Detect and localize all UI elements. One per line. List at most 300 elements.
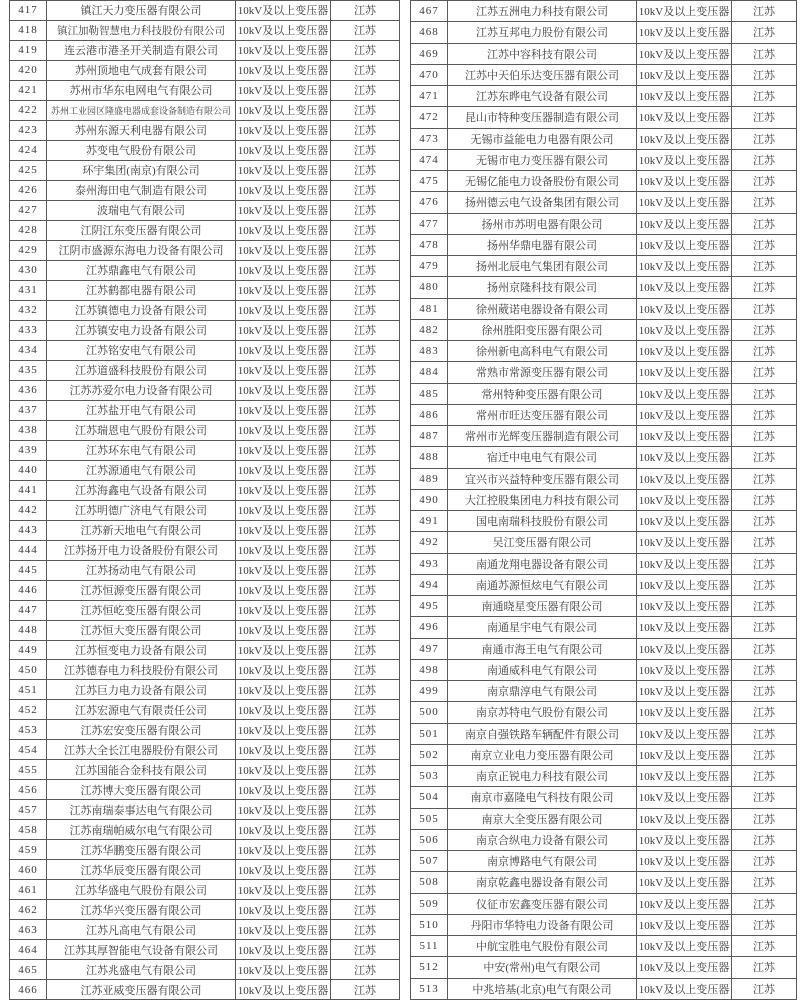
company-name-cell: 南京博路电气有限公司 — [448, 851, 637, 871]
row-number-cell: 440 — [10, 461, 47, 480]
row-number-cell: 419 — [10, 41, 47, 60]
company-name-cell: 吴江变压器有限公司 — [448, 532, 637, 552]
province-cell: 江苏 — [331, 740, 400, 759]
row-number-cell: 507 — [411, 851, 448, 871]
company-name-cell: 江阴江东变压器有限公司 — [47, 221, 236, 240]
product-type-cell: 10kV及以上变压器 — [236, 521, 331, 540]
province-cell: 江苏 — [331, 461, 400, 480]
product-type-cell: 10kV及以上变压器 — [637, 809, 732, 829]
province-cell: 江苏 — [732, 575, 797, 595]
province-cell: 江苏 — [331, 840, 400, 859]
product-type-cell: 10kV及以上变压器 — [236, 700, 331, 719]
company-name-cell: 南京合纵电力设备有限公司 — [448, 830, 637, 850]
table-row — [10, 621, 400, 641]
company-name-cell: 江苏鼎鑫电气有限公司 — [47, 261, 236, 280]
product-type-cell: 10kV及以上变压器 — [637, 957, 732, 977]
province-cell: 江苏 — [331, 561, 400, 580]
table-row — [411, 277, 797, 298]
table-row — [411, 766, 797, 787]
province-cell: 江苏 — [732, 894, 797, 914]
product-type-cell: 10kV及以上变压器 — [236, 181, 331, 200]
company-name-cell: 昆山市特种变压器制造有限公司 — [448, 107, 637, 127]
company-name-cell: 南通苏源恒炫电气有限公司 — [448, 575, 637, 595]
company-name-cell: 江苏铭安电气有限公司 — [47, 341, 236, 360]
table-row — [411, 171, 797, 192]
company-name-cell: 江苏华兴变压器有限公司 — [47, 900, 236, 919]
table-row — [411, 702, 797, 723]
row-number-cell: 476 — [411, 192, 448, 212]
table-row — [411, 809, 797, 830]
table-row — [411, 936, 797, 957]
row-number-cell: 426 — [10, 181, 47, 200]
product-type-cell: 10kV及以上变压器 — [637, 469, 732, 489]
company-name-cell: 扬州华鼎电器有限公司 — [448, 235, 637, 255]
table-row — [411, 851, 797, 872]
product-type-cell: 10kV及以上变压器 — [236, 201, 331, 220]
province-cell: 江苏 — [732, 171, 797, 191]
province-cell: 江苏 — [732, 660, 797, 680]
row-number-cell: 459 — [10, 840, 47, 859]
product-type-cell: 10kV及以上变压器 — [236, 441, 331, 460]
province-cell: 江苏 — [331, 421, 400, 440]
row-number-cell: 484 — [411, 362, 448, 382]
product-type-cell: 10kV及以上变压器 — [637, 22, 732, 42]
province-cell: 江苏 — [331, 860, 400, 879]
row-number-cell: 465 — [10, 960, 47, 979]
product-type-cell: 10kV及以上变压器 — [236, 141, 331, 160]
product-type-cell: 10kV及以上变压器 — [236, 760, 331, 779]
province-cell: 江苏 — [331, 641, 400, 660]
product-type-cell: 10kV及以上变压器 — [637, 596, 732, 616]
table-row — [10, 800, 400, 820]
table-row — [10, 121, 400, 141]
province-cell: 江苏 — [331, 181, 400, 200]
product-type-cell: 10kV及以上变压器 — [236, 401, 331, 420]
product-type-cell: 10kV及以上变压器 — [637, 320, 732, 340]
province-cell: 江苏 — [732, 702, 797, 722]
row-number-cell: 497 — [411, 639, 448, 659]
table-row — [10, 641, 400, 661]
row-number-cell: 467 — [411, 1, 448, 21]
province-cell: 江苏 — [732, 639, 797, 659]
product-type-cell: 10kV及以上变压器 — [236, 880, 331, 899]
row-number-cell: 462 — [10, 900, 47, 919]
province-cell: 江苏 — [732, 596, 797, 616]
product-type-cell: 10kV及以上变压器 — [236, 601, 331, 620]
company-name-cell: 仪征市宏鑫变压器有限公司 — [448, 894, 637, 914]
table-row — [10, 880, 400, 900]
row-number-cell: 471 — [411, 86, 448, 106]
table-row — [10, 241, 400, 261]
product-type-cell: 10kV及以上变压器 — [236, 800, 331, 819]
row-number-cell: 472 — [411, 107, 448, 127]
company-name-cell: 中兆培基(北京)电气有限公司 — [448, 979, 637, 999]
product-type-cell: 10kV及以上变压器 — [637, 447, 732, 467]
province-cell: 江苏 — [331, 281, 400, 300]
row-number-cell: 458 — [10, 820, 47, 839]
product-type-cell: 10kV及以上变压器 — [236, 820, 331, 839]
company-name-cell: 江苏兆盛电气有限公司 — [47, 960, 236, 979]
product-type-cell: 10kV及以上变压器 — [236, 361, 331, 380]
product-type-cell: 10kV及以上变压器 — [236, 121, 331, 140]
row-number-cell: 466 — [10, 980, 47, 999]
province-cell: 江苏 — [331, 21, 400, 40]
row-number-cell: 489 — [411, 469, 448, 489]
company-name-cell: 江苏恒源变压器有限公司 — [47, 581, 236, 600]
province-cell: 江苏 — [331, 341, 400, 360]
row-number-cell: 495 — [411, 596, 448, 616]
product-type-cell: 10kV及以上变压器 — [637, 192, 732, 212]
table-row — [411, 405, 797, 426]
table-row — [411, 44, 797, 65]
row-number-cell: 436 — [10, 381, 47, 400]
province-cell: 江苏 — [331, 161, 400, 180]
product-type-cell: 10kV及以上变压器 — [236, 840, 331, 859]
product-type-cell: 10kV及以上变压器 — [637, 384, 732, 404]
product-type-cell: 10kV及以上变压器 — [236, 301, 331, 320]
company-name-cell: 波瑞电气有限公司 — [47, 201, 236, 220]
company-name-cell: 江苏华盛电气股份有限公司 — [47, 880, 236, 899]
province-cell: 江苏 — [331, 501, 400, 520]
province-cell: 江苏 — [732, 681, 797, 701]
table-row — [10, 521, 400, 541]
row-number-cell: 443 — [10, 521, 47, 540]
row-number-cell: 451 — [10, 680, 47, 699]
province-cell: 江苏 — [732, 235, 797, 255]
province-cell: 江苏 — [732, 341, 797, 361]
province-cell: 江苏 — [732, 192, 797, 212]
province-cell: 江苏 — [732, 617, 797, 637]
product-type-cell: 10kV及以上变压器 — [637, 426, 732, 446]
company-name-cell: 扬州京隆科技有限公司 — [448, 277, 637, 297]
product-type-cell: 10kV及以上变压器 — [637, 554, 732, 574]
province-cell: 江苏 — [732, 787, 797, 807]
company-name-cell: 江苏凡高电气有限公司 — [47, 920, 236, 939]
product-type-cell: 10kV及以上变压器 — [236, 341, 331, 360]
product-type-cell: 10kV及以上变压器 — [236, 1, 331, 20]
table-row — [411, 22, 797, 43]
row-number-cell: 485 — [411, 384, 448, 404]
province-cell: 江苏 — [331, 960, 400, 979]
product-type-cell: 10kV及以上变压器 — [236, 980, 331, 999]
table-row — [411, 426, 797, 447]
row-number-cell: 510 — [411, 915, 448, 935]
product-type-cell: 10kV及以上变压器 — [637, 490, 732, 510]
company-name-cell: 丹阳市华特电力设备有限公司 — [448, 915, 637, 935]
company-name-cell: 宿迁中电电气有限公司 — [448, 447, 637, 467]
province-cell: 江苏 — [331, 301, 400, 320]
province-cell: 江苏 — [331, 441, 400, 460]
province-cell: 江苏 — [732, 256, 797, 276]
table-row — [10, 61, 400, 81]
row-number-cell: 432 — [10, 301, 47, 320]
table-row — [10, 441, 400, 461]
table-row — [411, 320, 797, 341]
province-cell: 江苏 — [331, 401, 400, 420]
table-row — [10, 720, 400, 740]
table-row — [10, 401, 400, 421]
company-name-cell: 南京鼎淳电气有限公司 — [448, 681, 637, 701]
table-row — [10, 920, 400, 940]
row-number-cell: 464 — [10, 940, 47, 959]
row-number-cell: 420 — [10, 61, 47, 80]
product-type-cell: 10kV及以上变压器 — [236, 561, 331, 580]
province-cell: 江苏 — [732, 809, 797, 829]
product-type-cell: 10kV及以上变压器 — [637, 277, 732, 297]
table-row — [411, 192, 797, 213]
product-type-cell: 10kV及以上变压器 — [236, 241, 331, 260]
company-name-cell: 江苏中容科技有限公司 — [448, 44, 637, 64]
province-cell: 江苏 — [732, 107, 797, 127]
company-name-cell: 南京自强铁路车辆配件有限公司 — [448, 724, 637, 744]
row-number-cell: 431 — [10, 281, 47, 300]
table-row — [411, 915, 797, 936]
product-type-cell: 10kV及以上变压器 — [637, 915, 732, 935]
table-row — [10, 201, 400, 221]
product-type-cell: 10kV及以上变压器 — [637, 617, 732, 637]
table-row — [411, 894, 797, 915]
row-number-cell: 448 — [10, 621, 47, 640]
province-cell: 江苏 — [331, 621, 400, 640]
row-number-cell: 474 — [411, 150, 448, 170]
companies-table-left — [9, 0, 400, 1000]
company-name-cell: 南京市嘉隆电气科技有限公司 — [448, 787, 637, 807]
province-cell: 江苏 — [331, 660, 400, 679]
row-number-cell: 500 — [411, 702, 448, 722]
product-type-cell: 10kV及以上变压器 — [236, 261, 331, 280]
table-row — [10, 960, 400, 980]
company-name-cell: 江苏恒屹变压器有限公司 — [47, 601, 236, 620]
company-name-cell: 江苏中天伯乐达变压器有限公司 — [448, 65, 637, 85]
table-row — [10, 660, 400, 680]
table-row — [10, 980, 400, 1000]
product-type-cell: 10kV及以上变压器 — [236, 740, 331, 759]
row-number-cell: 450 — [10, 660, 47, 679]
product-type-cell: 10kV及以上变压器 — [236, 660, 331, 679]
table-row — [10, 181, 400, 201]
company-name-cell: 常州市光辉变压器制造有限公司 — [448, 426, 637, 446]
company-name-cell: 江苏苏爱尔电力设备有限公司 — [47, 381, 236, 400]
table-row — [411, 575, 797, 596]
product-type-cell: 10kV及以上变压器 — [637, 660, 732, 680]
row-number-cell: 461 — [10, 880, 47, 899]
table-row — [411, 660, 797, 681]
company-name-cell: 南京乾鑫电器设备有限公司 — [448, 872, 637, 892]
row-number-cell: 421 — [10, 81, 47, 100]
row-number-cell: 493 — [411, 554, 448, 574]
company-name-cell: 南通晓星变压器有限公司 — [448, 596, 637, 616]
row-number-cell: 425 — [10, 161, 47, 180]
row-number-cell: 444 — [10, 541, 47, 560]
province-cell: 江苏 — [732, 405, 797, 425]
company-name-cell: 南京苏特电气股份有限公司 — [448, 702, 637, 722]
table-row — [10, 760, 400, 780]
table-row — [411, 129, 797, 150]
product-type-cell: 10kV及以上变压器 — [236, 461, 331, 480]
table-row — [10, 81, 400, 101]
province-cell: 江苏 — [732, 320, 797, 340]
table-row — [411, 681, 797, 702]
province-cell: 江苏 — [331, 760, 400, 779]
product-type-cell: 10kV及以上变压器 — [236, 221, 331, 240]
company-name-cell: 江苏扬动电气有限公司 — [47, 561, 236, 580]
row-number-cell: 503 — [411, 766, 448, 786]
table-row — [10, 680, 400, 700]
row-number-cell: 452 — [10, 700, 47, 719]
table-row — [10, 41, 400, 61]
row-number-cell: 490 — [411, 490, 448, 510]
companies-table-right — [410, 0, 797, 1000]
company-name-cell: 江苏华鹏变压器有限公司 — [47, 840, 236, 859]
company-name-cell: 南通市海王电气有限公司 — [448, 639, 637, 659]
company-name-cell: 南京立业电力变压器有限公司 — [448, 745, 637, 765]
product-type-cell: 10kV及以上变压器 — [637, 532, 732, 552]
company-name-cell: 江苏大全长江电器股份有限公司 — [47, 740, 236, 759]
province-cell: 江苏 — [331, 381, 400, 400]
province-cell: 江苏 — [732, 447, 797, 467]
row-number-cell: 456 — [10, 780, 47, 799]
row-number-cell: 460 — [10, 860, 47, 879]
row-number-cell: 499 — [411, 681, 448, 701]
province-cell: 江苏 — [331, 1, 400, 20]
row-number-cell: 512 — [411, 957, 448, 977]
row-number-cell: 481 — [411, 299, 448, 319]
table-row — [411, 617, 797, 638]
province-cell: 江苏 — [732, 1, 797, 21]
company-name-cell: 江苏镇安电力设备有限公司 — [47, 321, 236, 340]
row-number-cell: 491 — [411, 511, 448, 531]
table-row — [411, 979, 797, 1000]
company-name-cell: 无锡亿能电力设备股份有限公司 — [448, 171, 637, 191]
table-row — [411, 596, 797, 617]
company-name-cell: 中安(常州)电气有限公司 — [448, 957, 637, 977]
company-name-cell: 江苏国能合金科技有限公司 — [47, 760, 236, 779]
row-number-cell: 482 — [411, 320, 448, 340]
province-cell: 江苏 — [732, 86, 797, 106]
row-number-cell: 435 — [10, 361, 47, 380]
province-cell: 江苏 — [732, 936, 797, 956]
product-type-cell: 10kV及以上变压器 — [236, 21, 331, 40]
company-name-cell: 常州特种变压器有限公司 — [448, 384, 637, 404]
company-name-cell: 江苏东晔电气设备有限公司 — [448, 86, 637, 106]
product-type-cell: 10kV及以上变压器 — [637, 681, 732, 701]
province-cell: 江苏 — [331, 321, 400, 340]
province-cell: 江苏 — [331, 41, 400, 60]
company-name-cell: 江苏南瑞泰事达电气有限公司 — [47, 800, 236, 819]
row-number-cell: 488 — [411, 447, 448, 467]
row-number-cell: 442 — [10, 501, 47, 520]
row-number-cell: 441 — [10, 481, 47, 500]
product-type-cell: 10kV及以上变压器 — [637, 214, 732, 234]
product-type-cell: 10kV及以上变压器 — [637, 362, 732, 382]
province-cell: 江苏 — [732, 426, 797, 446]
province-cell: 江苏 — [732, 65, 797, 85]
product-type-cell: 10kV及以上变压器 — [637, 979, 732, 999]
company-name-cell: 镇江天力变压器有限公司 — [47, 1, 236, 20]
product-type-cell: 10kV及以上变压器 — [637, 511, 732, 531]
company-name-cell: 大江控股集团电力科技有限公司 — [448, 490, 637, 510]
table-row — [10, 780, 400, 800]
product-type-cell: 10kV及以上变压器 — [637, 107, 732, 127]
province-cell: 江苏 — [331, 820, 400, 839]
row-number-cell: 487 — [411, 426, 448, 446]
table-row — [411, 724, 797, 745]
company-name-cell: 江苏巨力电力设备有限公司 — [47, 680, 236, 699]
table-row — [10, 421, 400, 441]
province-cell: 江苏 — [331, 361, 400, 380]
province-cell: 江苏 — [732, 22, 797, 42]
company-name-cell: 江苏鹤都电器有限公司 — [47, 281, 236, 300]
product-type-cell: 10kV及以上变压器 — [236, 581, 331, 600]
company-name-cell: 南京大全变压器有限公司 — [448, 809, 637, 829]
product-type-cell: 10kV及以上变压器 — [236, 621, 331, 640]
product-type-cell: 10kV及以上变压器 — [637, 936, 732, 956]
table-row — [10, 740, 400, 760]
product-type-cell: 10kV及以上变压器 — [236, 421, 331, 440]
province-cell: 江苏 — [732, 511, 797, 531]
product-type-cell: 10kV及以上变压器 — [236, 720, 331, 739]
company-name-cell: 无锡市电力变压器有限公司 — [448, 150, 637, 170]
product-type-cell: 10kV及以上变压器 — [236, 161, 331, 180]
table-row — [10, 481, 400, 501]
company-name-cell: 扬州市苏明电器有限公司 — [448, 214, 637, 234]
row-number-cell: 513 — [411, 979, 448, 999]
row-number-cell: 433 — [10, 321, 47, 340]
row-number-cell: 430 — [10, 261, 47, 280]
province-cell: 江苏 — [331, 81, 400, 100]
product-type-cell: 10kV及以上变压器 — [637, 44, 732, 64]
table-row — [411, 447, 797, 468]
row-number-cell: 439 — [10, 441, 47, 460]
row-number-cell: 498 — [411, 660, 448, 680]
table-row — [411, 745, 797, 766]
table-row — [10, 860, 400, 880]
province-cell: 江苏 — [732, 214, 797, 234]
province-cell: 江苏 — [331, 920, 400, 939]
product-type-cell: 10kV及以上变压器 — [637, 575, 732, 595]
row-number-cell: 446 — [10, 581, 47, 600]
company-name-cell: 苏州顶地电气成套有限公司 — [47, 61, 236, 80]
product-type-cell: 10kV及以上变压器 — [637, 766, 732, 786]
product-type-cell: 10kV及以上变压器 — [236, 81, 331, 100]
table-row — [411, 957, 797, 978]
product-type-cell: 10kV及以上变压器 — [637, 129, 732, 149]
company-name-cell: 徐州新电高科电气有限公司 — [448, 341, 637, 361]
company-name-cell: 扬州德云电气设备集团有限公司 — [448, 192, 637, 212]
company-name-cell: 江苏扬开电力设备股份有限公司 — [47, 541, 236, 560]
product-type-cell: 10kV及以上变压器 — [236, 321, 331, 340]
company-name-cell: 江苏其厚智能电气设备有限公司 — [47, 940, 236, 959]
province-cell: 江苏 — [732, 150, 797, 170]
row-number-cell: 453 — [10, 720, 47, 739]
province-cell: 江苏 — [732, 44, 797, 64]
table-row — [10, 541, 400, 561]
province-cell: 江苏 — [732, 957, 797, 977]
product-type-cell: 10kV及以上变压器 — [236, 41, 331, 60]
product-type-cell: 10kV及以上变压器 — [637, 256, 732, 276]
province-cell: 江苏 — [331, 800, 400, 819]
company-name-cell: 江苏南瑞帕威尔电气有限公司 — [47, 820, 236, 839]
table-row — [10, 261, 400, 281]
table-row — [411, 65, 797, 86]
row-number-cell: 418 — [10, 21, 47, 40]
company-name-cell: 江苏宏安变压器有限公司 — [47, 720, 236, 739]
row-number-cell: 417 — [10, 1, 47, 20]
province-cell: 江苏 — [331, 261, 400, 280]
product-type-cell: 10kV及以上变压器 — [236, 541, 331, 560]
company-name-cell: 南通威科电气有限公司 — [448, 660, 637, 680]
product-type-cell: 10kV及以上变压器 — [637, 86, 732, 106]
